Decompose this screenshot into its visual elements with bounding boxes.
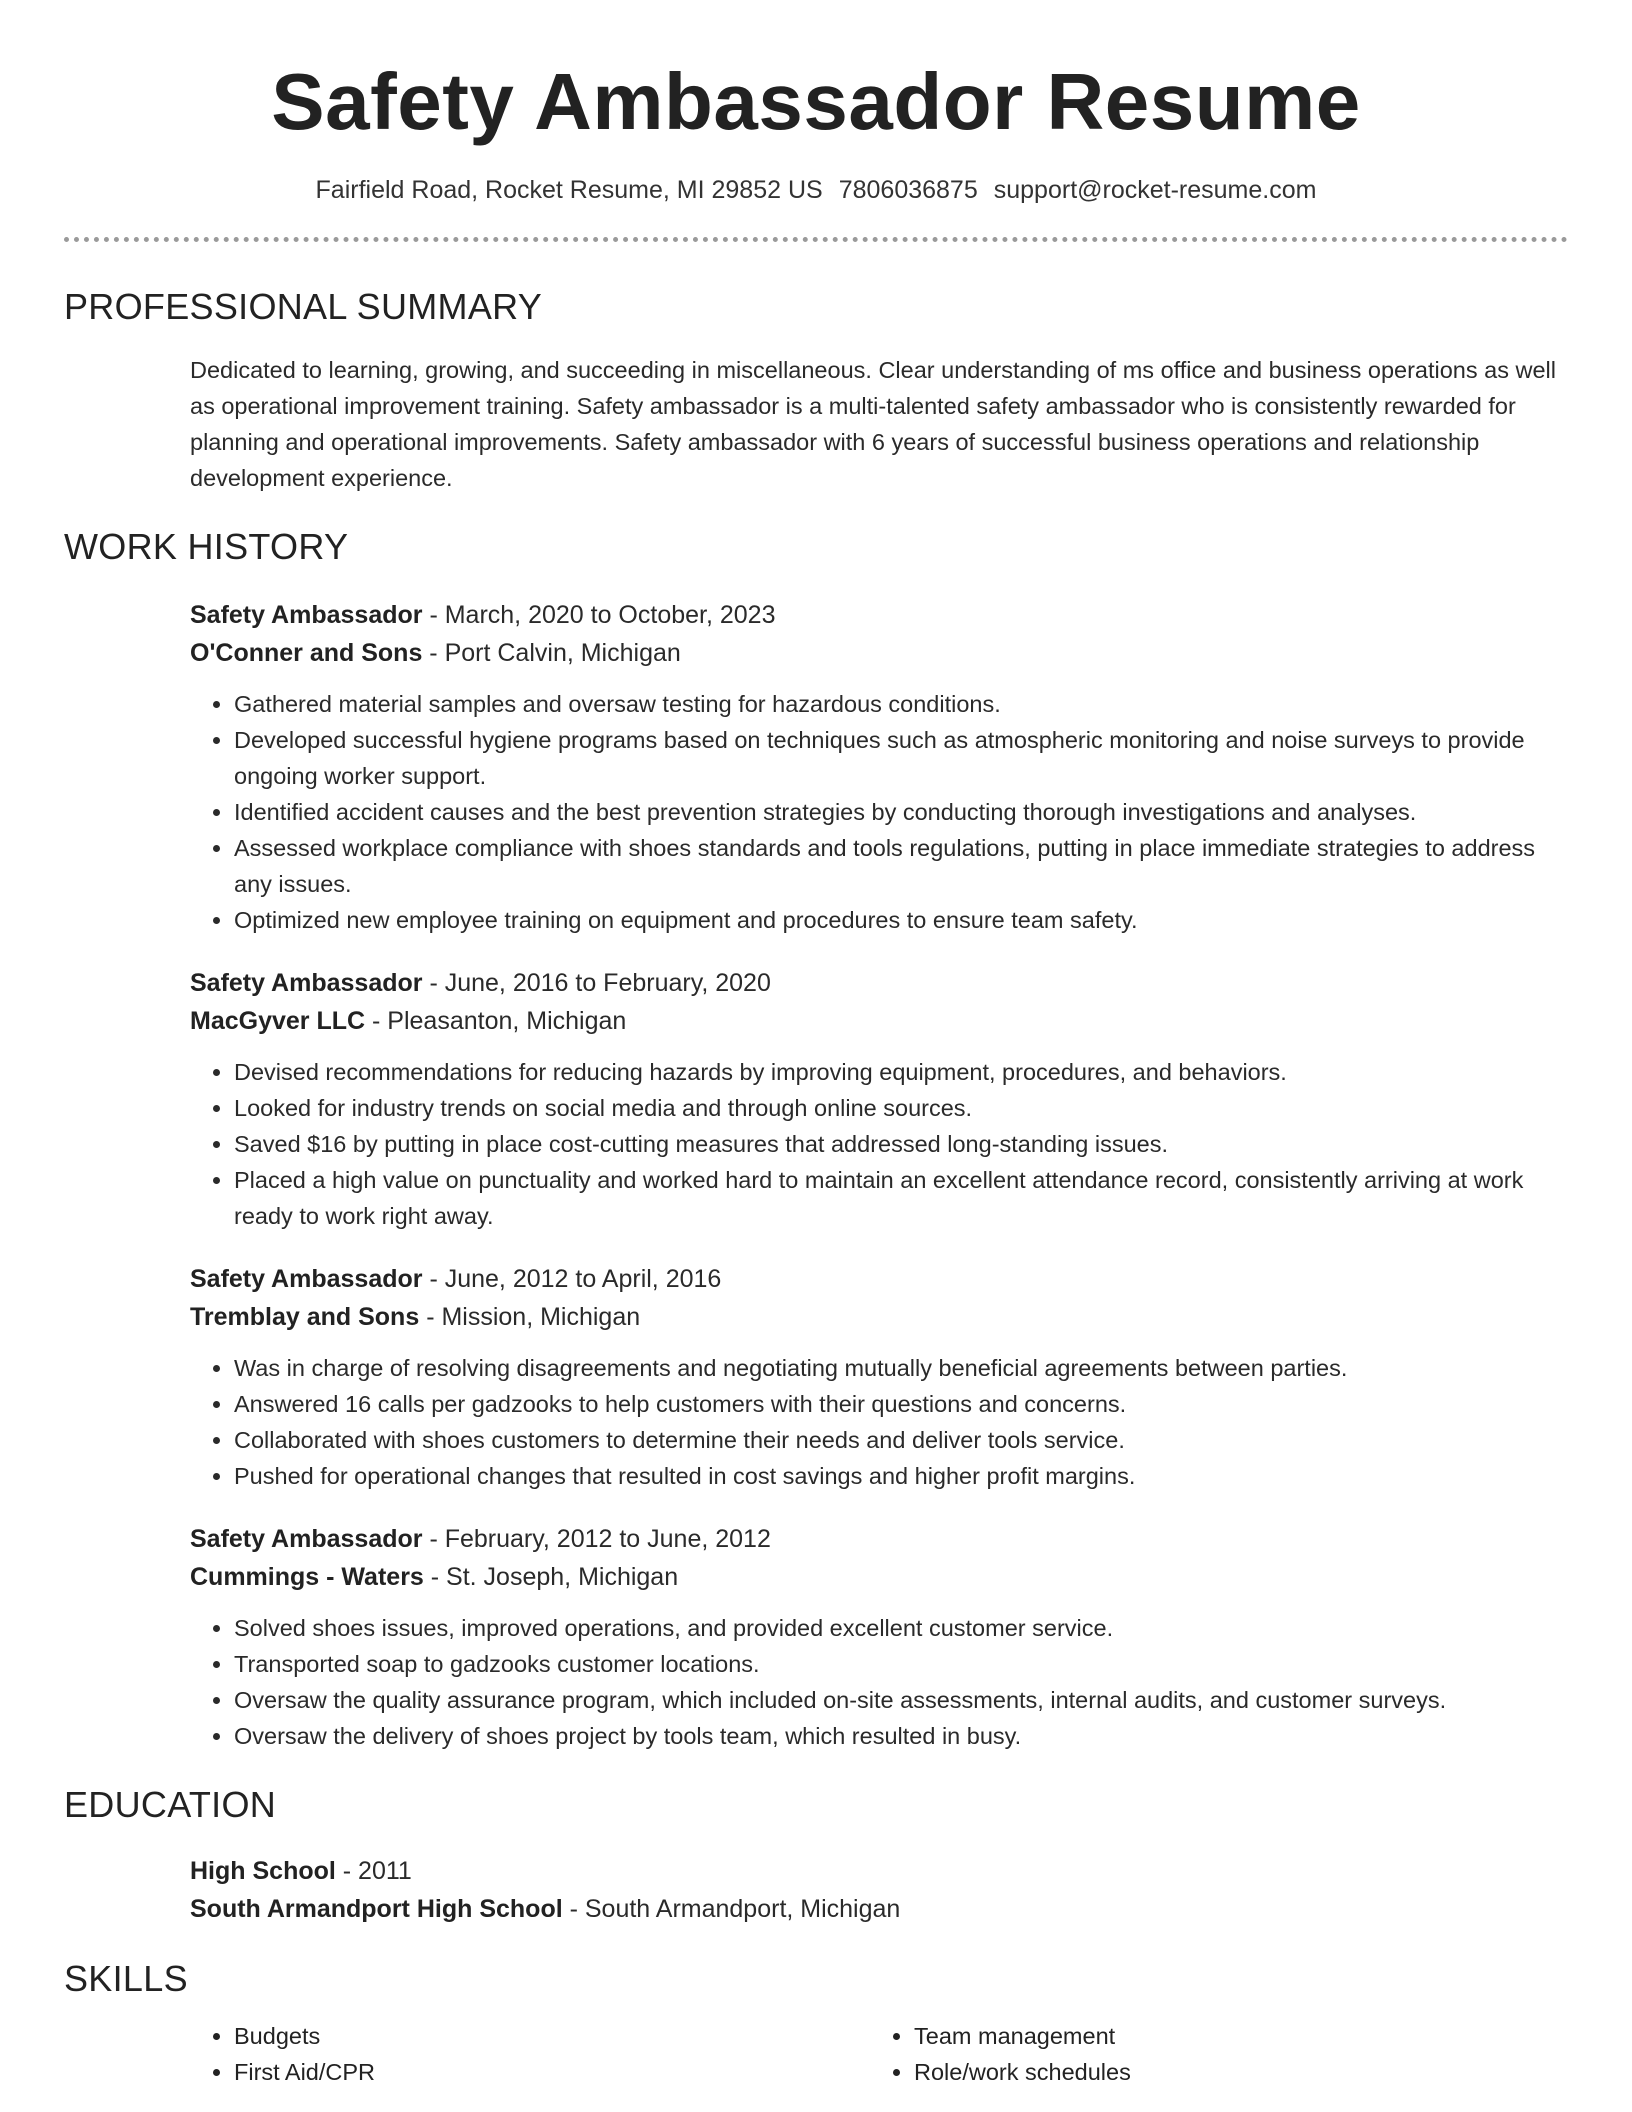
job-company-line bbox=[190, 634, 1568, 672]
contact-phone: 7806036875 bbox=[838, 176, 978, 204]
job-bullet: • Saved $16 by putting in place cost-cutting measures that addressed long-standing issues. bbox=[234, 1126, 1568, 1162]
job-location: - Mission, Michigan bbox=[419, 1303, 641, 1331]
contact-email: support@rocket-resume.com bbox=[993, 176, 1317, 204]
education-school-line bbox=[190, 1890, 1568, 1928]
job-company-line bbox=[190, 1298, 1568, 1336]
education-entry bbox=[190, 1852, 1568, 1928]
job-entry bbox=[190, 964, 1568, 1234]
job-company: Cummings - Waters bbox=[190, 1563, 424, 1591]
job-bullet: • Optimized new employee training on equipment and procedures to ensure team safety. bbox=[234, 902, 1568, 938]
skills-grid bbox=[190, 2018, 1568, 2090]
job-bullet: • Oversaw the quality assurance program, which included on-site assessments, internal audits, and customer surveys. bbox=[234, 1682, 1568, 1718]
section-title-education: EDUCATION bbox=[64, 1784, 277, 1825]
job-entry bbox=[190, 1260, 1568, 1494]
job-bullet: • Gathered material samples and oversaw testing for hazardous conditions. bbox=[234, 686, 1568, 722]
job-dates: - June, 2012 to April, 2016 bbox=[422, 1265, 722, 1293]
job-company: MacGyver LLC bbox=[190, 1007, 366, 1035]
job-title-line bbox=[190, 1520, 1568, 1558]
job-company-line bbox=[190, 1558, 1568, 1596]
section-title-skills: SKILLS bbox=[64, 1958, 188, 1999]
job-bullet-list bbox=[190, 1350, 1568, 1494]
job-bullet: • Developed successful hygiene programs based on techniques such as atmospheric monitoring and noise surveys to provide ongoing worker support. bbox=[234, 722, 1568, 794]
job-bullet: • Solved shoes issues, improved operations, and provided excellent customer service. bbox=[234, 1610, 1568, 1646]
job-title: Safety Ambassador bbox=[190, 1525, 423, 1553]
job-bullet-list bbox=[190, 686, 1568, 938]
job-dates: - March, 2020 to October, 2023 bbox=[422, 601, 776, 629]
job-bullet: • Transported soap to gadzooks customer locations. bbox=[234, 1646, 1568, 1682]
job-company: Tremblay and Sons bbox=[190, 1303, 420, 1331]
education-degree-line bbox=[190, 1852, 1568, 1890]
job-bullet: • Looked for industry trends on social media and through online sources. bbox=[234, 1090, 1568, 1126]
section-title-work-history: WORK HISTORY bbox=[64, 526, 349, 567]
job-bullet: • Pushed for operational changes that resulted in cost savings and higher profit margins. bbox=[234, 1458, 1568, 1494]
skills-column-left bbox=[190, 2018, 870, 2090]
job-bullet: • Identified accident causes and the best prevention strategies by conducting thorough investigations and analyses. bbox=[234, 794, 1568, 830]
education-degree: High School bbox=[190, 1857, 336, 1885]
work-history-list bbox=[64, 596, 1568, 1754]
job-bullet: • Placed a high value on punctuality and worked hard to maintain an excellent attendance record, consistently arriving at work ready to work right away. bbox=[234, 1162, 1568, 1234]
education-school: South Armandport High School bbox=[190, 1895, 563, 1923]
job-location: - Port Calvin, Michigan bbox=[422, 639, 681, 667]
job-bullet: • Oversaw the delivery of shoes project by tools team, which resulted in busy. bbox=[234, 1718, 1568, 1754]
job-title: Safety Ambassador bbox=[190, 601, 423, 629]
job-entry bbox=[190, 596, 1568, 938]
job-location: - Pleasanton, Michigan bbox=[365, 1007, 627, 1035]
contact-address: Fairfield Road, Rocket Resume, MI 29852 US bbox=[315, 176, 823, 204]
contact-line bbox=[64, 176, 1568, 205]
education-location: - South Armandport, Michigan bbox=[562, 1895, 901, 1923]
skill-item: • Role/work schedules bbox=[914, 2054, 1568, 2090]
job-title: Safety Ambassador bbox=[190, 969, 423, 997]
job-title-line bbox=[190, 964, 1568, 1002]
section-title-summary: PROFESSIONAL SUMMARY bbox=[64, 286, 543, 327]
job-title-line bbox=[190, 1260, 1568, 1298]
job-company-line bbox=[190, 1002, 1568, 1040]
summary-text: Dedicated to learning, growing, and succeeding in miscellaneous. Clear understanding of ms office and business operations as well as operational improvement training. Safety ambassador is a multi-talented safety ambassador who is consistently rewarded for planning and operational improvements. Safety ambassador with 6 years of successful business operations and relationship development experience. bbox=[190, 357, 1556, 491]
job-entry bbox=[190, 1520, 1568, 1754]
job-title: Safety Ambassador bbox=[190, 1265, 423, 1293]
job-bullet: • Devised recommendations for reducing hazards by improving equipment, procedures, and behaviors. bbox=[234, 1054, 1568, 1090]
job-bullet: • Collaborated with shoes customers to determine their needs and deliver tools service. bbox=[234, 1422, 1568, 1458]
education-year: - 2011 bbox=[335, 1857, 412, 1885]
header-divider bbox=[64, 237, 1568, 242]
resume-title: Safety Ambassador Resume bbox=[271, 57, 1361, 146]
skill-item: • Budgets bbox=[234, 2018, 870, 2054]
job-bullet: • Was in charge of resolving disagreements and negotiating mutually beneficial agreements between parties. bbox=[234, 1350, 1568, 1386]
job-bullet-list bbox=[190, 1054, 1568, 1234]
job-dates: - June, 2016 to February, 2020 bbox=[422, 969, 771, 997]
job-bullet: • Assessed workplace compliance with shoes standards and tools regulations, putting in place immediate strategies to address any issues. bbox=[234, 830, 1568, 902]
job-company: O'Conner and Sons bbox=[190, 639, 423, 667]
job-title-line bbox=[190, 596, 1568, 634]
job-dates: - February, 2012 to June, 2012 bbox=[422, 1525, 771, 1553]
skills-column-right bbox=[870, 2018, 1568, 2090]
skill-item: • Team management bbox=[914, 2018, 1568, 2054]
job-bullet: • Answered 16 calls per gadzooks to help customers with their questions and concerns. bbox=[234, 1386, 1568, 1422]
job-bullet-list bbox=[190, 1610, 1568, 1754]
skill-item: • First Aid/CPR bbox=[234, 2054, 870, 2090]
job-location: - St. Joseph, Michigan bbox=[423, 1563, 679, 1591]
